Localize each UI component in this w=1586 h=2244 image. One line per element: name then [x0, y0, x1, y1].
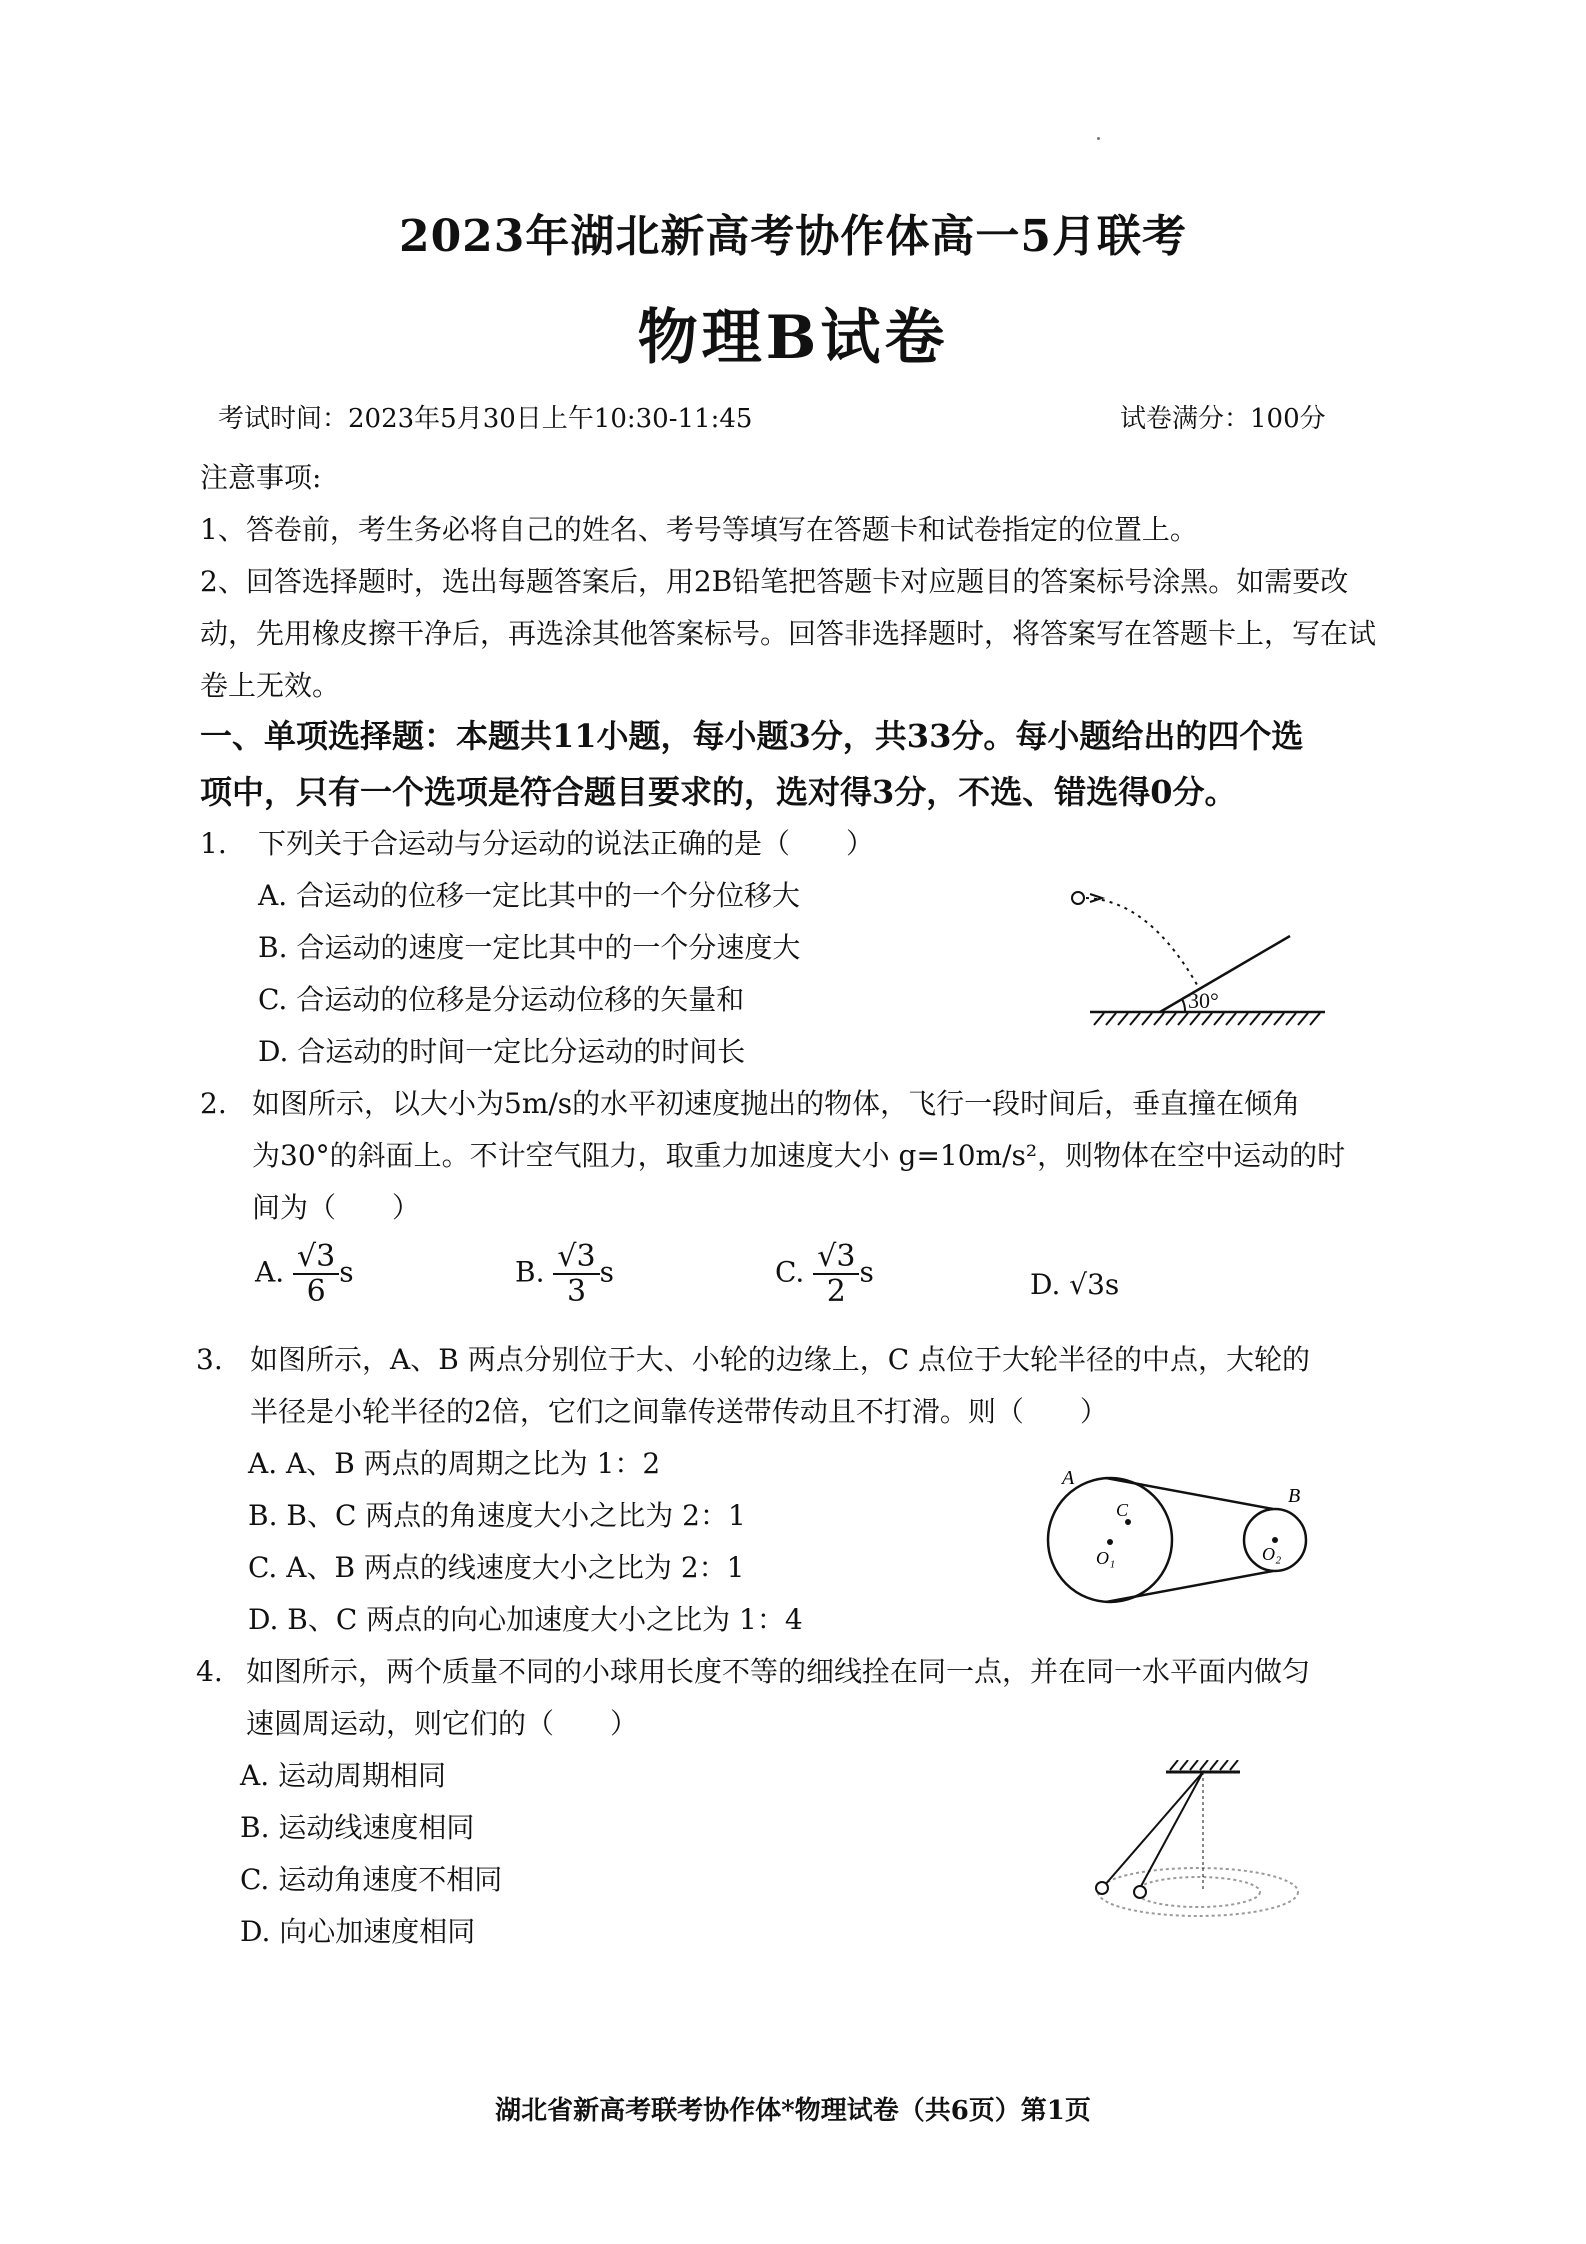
- option-label: C.: [775, 1255, 805, 1289]
- unit: s: [339, 1255, 354, 1289]
- label-o2: O₂: [1262, 1544, 1282, 1564]
- option-a: [255, 1240, 354, 1308]
- option-b: B. 合运动的速度一定比其中的一个分速度大: [258, 931, 801, 964]
- trajectory-path: [1086, 898, 1200, 990]
- denominator: 6: [306, 1274, 326, 1309]
- option-c: C. A、B 两点的线速度大小之比为 2：1: [248, 1551, 745, 1584]
- incline-line: [1160, 936, 1290, 1012]
- numerator: √3: [553, 1240, 599, 1275]
- center-o1: [1107, 1539, 1113, 1545]
- orbit-inner: [1136, 1877, 1260, 1907]
- center-o2: [1272, 1537, 1278, 1543]
- option-c: C. 运动角速度不相同: [240, 1863, 503, 1896]
- exam-title: 2023年湖北新高考协作体高一5月联考: [398, 211, 1188, 262]
- question-stem-line-1: 如图所示，以大小为5m/s的水平初速度抛出的物体，飞行一段时间后，垂直撞在倾角: [252, 1087, 1301, 1120]
- exam-subtitle: 物理B试卷: [637, 303, 949, 373]
- option-a: A. A、B 两点的周期之比为 1：2: [248, 1447, 661, 1480]
- angle-label: 30°: [1188, 988, 1219, 1013]
- option-b: B. B、C 两点的角速度大小之比为 2：1: [248, 1499, 746, 1532]
- option-label: B.: [515, 1255, 545, 1289]
- ball-one-icon: [1096, 1882, 1108, 1894]
- scan-speck: [1097, 137, 1100, 140]
- numerator: √3: [293, 1240, 339, 1275]
- option-b: B. 运动线速度相同: [240, 1811, 475, 1844]
- ball-icon: [1072, 892, 1084, 904]
- string-long: [1104, 1772, 1203, 1886]
- ceiling-hatch: [1170, 1760, 1238, 1770]
- option-d: [1030, 1268, 1119, 1301]
- belt-pulley-figure: [1040, 1460, 1320, 1610]
- note-item-2-line-3: 卷上无效。: [200, 669, 341, 702]
- section-heading-line-2: 项中，只有一个选项是符合题目要求的，选对得3分，不选、错选得0分。: [200, 773, 1237, 811]
- page-footer: 湖北省新高考联考协作体*物理试卷（共6页）第1页: [495, 2096, 1091, 2126]
- unit: s: [859, 1255, 874, 1289]
- option-label: D.: [1030, 1268, 1061, 1301]
- fraction: [813, 1240, 859, 1308]
- label-b: B: [1288, 1485, 1301, 1507]
- option-d: D. B、C 两点的向心加速度大小之比为 1：4: [248, 1603, 803, 1636]
- option-c: [775, 1240, 874, 1308]
- option-d: D. 向心加速度相同: [240, 1915, 476, 1948]
- note-item-2-line-1: 2、回答选择题时，选出每题答案后，用2B铅笔把答题卡对应题目的答案标号涂黑。如需要改: [200, 565, 1349, 598]
- note-item-1: 1、答卷前，考生务必将自己的姓名、考号等填写在答题卡和试卷指定的位置上。: [200, 513, 1198, 546]
- option-a: A. 合运动的位移一定比其中的一个分位移大: [258, 879, 801, 912]
- exam-time: 考试时间：2023年5月30日上午10:30-11:45: [218, 404, 753, 434]
- unit: s: [599, 1255, 614, 1289]
- option-d: D. 合运动的时间一定比分运动的时间长: [258, 1035, 746, 1068]
- label-o1: O₁: [1096, 1548, 1116, 1568]
- question-stem-line-2: 速圆周运动，则它们的（ ）: [246, 1707, 639, 1740]
- question-stem: 下列关于合运动与分运动的说法正确的是（ ）: [258, 827, 875, 860]
- fraction: [553, 1240, 599, 1308]
- string-short: [1140, 1772, 1203, 1888]
- option-label: A.: [255, 1255, 285, 1289]
- angle-arc: [1182, 999, 1185, 1012]
- question-number: 1.: [200, 827, 227, 860]
- option-b: [515, 1240, 614, 1308]
- question-number: 2.: [200, 1087, 227, 1120]
- ball-two-icon: [1134, 1886, 1146, 1898]
- notes-heading: 注意事项:: [200, 461, 322, 494]
- question-stem-line-2: 半径是小轮半径的2倍，它们之间靠传送带传动且不打滑。则（ ）: [250, 1395, 1108, 1428]
- question-stem-line-2: 为30°的斜面上。不计空气阻力，取重力加速度大小 g=10m/s²，则物体在空中运动的时: [252, 1139, 1346, 1172]
- orbit-outer: [1098, 1868, 1298, 1916]
- label-c: C: [1116, 1500, 1129, 1520]
- question-stem-line-3: 间为（ ）: [252, 1191, 421, 1224]
- option-a: A. 运动周期相同: [240, 1759, 447, 1792]
- fraction: [293, 1240, 339, 1308]
- option-c: C. 合运动的位移是分运动位移的矢量和: [258, 983, 745, 1016]
- section-heading-line-1: 一、单项选择题：本题共11小题，每小题3分，共33分。每小题给出的四个选: [200, 717, 1304, 755]
- conical-pendulum-figure: [1090, 1760, 1310, 1930]
- question-stem-line-1: 如图所示，两个质量不同的小球用长度不等的细线拴在同一点，并在同一水平面内做匀: [246, 1655, 1311, 1688]
- belt-bottom: [1106, 1571, 1273, 1602]
- question-number: 3.: [196, 1343, 223, 1376]
- full-score: 试卷满分：100分: [1120, 404, 1326, 434]
- question-stem-line-1: 如图所示，A、B 两点分别位于大、小轮的边缘上，C 点位于大轮半径的中点，大轮的: [250, 1343, 1311, 1376]
- option-value: √3s: [1069, 1268, 1120, 1301]
- incline-projectile-figure: [1060, 880, 1350, 1030]
- denominator: 3: [566, 1274, 587, 1309]
- ground-hatch: [1094, 1013, 1320, 1025]
- question-number: 4.: [196, 1655, 223, 1688]
- numerator: √3: [813, 1240, 859, 1275]
- denominator: 2: [826, 1274, 846, 1309]
- note-item-2-line-2: 动，先用橡皮擦干净后，再选涂其他答案标号。回答非选择题时，将答案写在答题卡上，写在试: [200, 617, 1377, 650]
- label-a: A: [1062, 1467, 1075, 1489]
- belt-top: [1106, 1478, 1273, 1509]
